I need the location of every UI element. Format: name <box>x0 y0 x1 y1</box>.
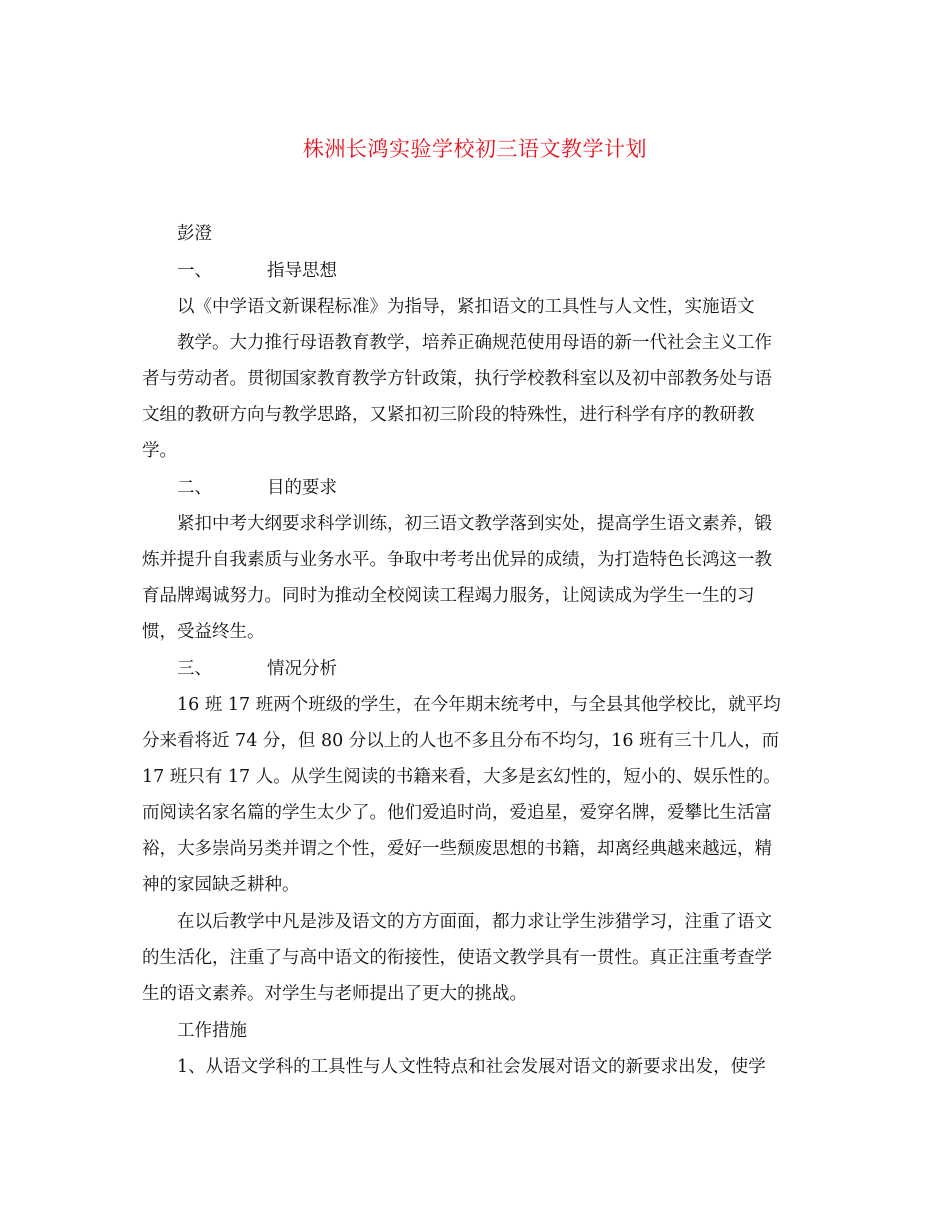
paragraph-line: 16 班 17 班两个班级的学生，在今年期末统考中，与全县其他学校比，就平均 <box>177 695 781 715</box>
section-title: 目的要求 <box>267 478 337 498</box>
section-number: 三、 <box>177 659 212 679</box>
section-heading-1 <box>177 261 857 281</box>
paragraph-line: 1、从语文学科的工具性与人文性特点和社会发展对语文的新要求出发，使学 <box>177 1057 766 1077</box>
paragraph-line: 炼并提升自我素质与业务水平。争取中考考出优异的成绩，为打造特色长鸿这一教 <box>142 550 772 570</box>
paragraph-line: 的生活化，注重了与高中语文的衔接性，使语文教学具有一贯性。真正注重考查学 <box>142 948 772 968</box>
document-title: 株洲长鸿实验学校初三语文教学计划 <box>303 137 647 161</box>
paragraph-line: 者与劳动者。贯彻国家教育教学方针政策，执行学校教科室以及初中部教务处与语 <box>142 369 772 389</box>
paragraph-line: 教学。大力推行母语教育教学，培养正确规范使用母语的新一代社会主义工作 <box>177 333 772 353</box>
section-heading-4: 工作措施 <box>177 1021 247 1041</box>
paragraph-line: 以《中学语文新课程标准》为指导，紧扣语文的工具性与人文性，实施语文 <box>177 297 755 317</box>
section-title: 指导思想 <box>267 261 337 281</box>
paragraph-line: 神的家园缺乏耕种。 <box>142 875 300 895</box>
paragraph-line: 裕，大多崇尚另类并谓之个性，爱好一些颓废思想的书籍，却离经典越来越远，精 <box>142 839 772 859</box>
section-heading-2 <box>177 478 857 498</box>
paragraph-line: 惯，受益终生。 <box>142 622 265 642</box>
section-title: 情况分析 <box>267 659 337 679</box>
paragraph-line: 育品牌竭诚努力。同时为推动全校阅读工程竭力服务，让阅读成为学生一生的习 <box>142 586 755 606</box>
paragraph-line: 学。 <box>142 441 177 461</box>
author-name: 彭澄 <box>177 224 212 244</box>
paragraph-line: 而阅读名家名篇的学生太少了。他们爱追时尚，爱追星，爱穿名牌，爱攀比生活富 <box>142 803 772 823</box>
paragraph-line: 紧扣中考大纲要求科学训练，初三语文教学落到实处，提高学生语文素养，锻 <box>177 514 772 534</box>
paragraph-line: 分来看将近 74 分，但 80 分以上的人也不多且分布不均匀，16 班有三十几人，而 <box>142 731 780 751</box>
section-number: 一、 <box>177 261 212 281</box>
section-number: 二、 <box>177 478 212 498</box>
paragraph-line: 17 班只有 17 人。从学生阅读的书籍来看，大多是玄幻性的，短小的、娱乐性的。 <box>142 767 781 787</box>
paragraph-line: 文组的教研方向与教学思路，又紧扣初三阶段的特殊性，进行科学有序的教研教 <box>142 405 755 425</box>
paragraph-line: 生的语文素养。对学生与老师提出了更大的挑战。 <box>142 984 527 1004</box>
section-heading-3 <box>177 659 857 679</box>
paragraph-line: 在以后教学中凡是涉及语文的方方面面，都力求让学生涉猎学习，注重了语文 <box>177 912 772 932</box>
